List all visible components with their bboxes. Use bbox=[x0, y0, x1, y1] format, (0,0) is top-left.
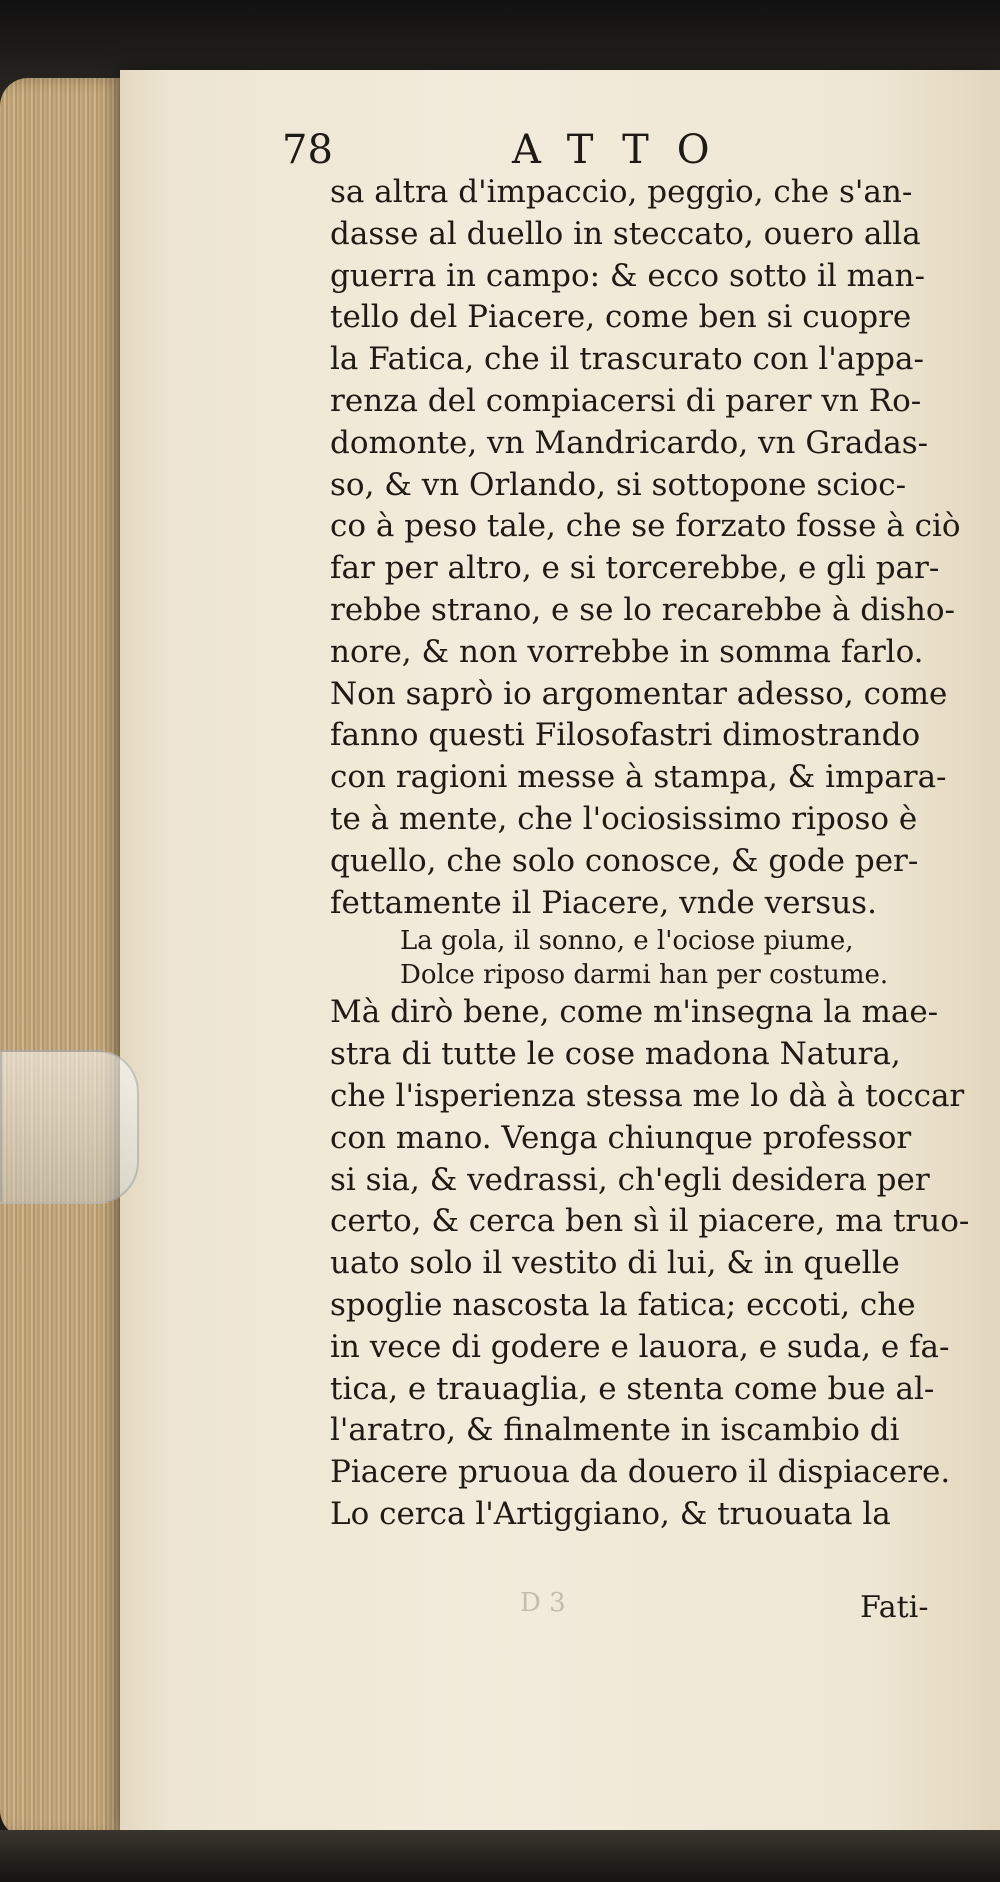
text-line: Lo cerca l'Artiggiano, & truouata la bbox=[330, 1495, 891, 1532]
text-line: fettamente il Piacere, vnde versus. bbox=[330, 884, 877, 921]
page-number: 78 bbox=[282, 127, 333, 173]
page-header bbox=[282, 124, 842, 176]
text-line: Non saprò io argomentar adesso, come bbox=[330, 675, 948, 712]
text-line: si sia, & vedrassi, ch'egli desidera per bbox=[330, 1161, 930, 1198]
text-line: che l'isperienza stessa me lo dà à toccar bbox=[330, 1077, 965, 1114]
text-line: dasse al duello in steccato, ouero alla bbox=[330, 215, 921, 252]
text-line: te à mente, che l'ociosissimo riposo è bbox=[330, 800, 918, 837]
page-clip bbox=[0, 1050, 139, 1204]
text-line: certo, & cerca ben sì il piacere, ma truo- bbox=[330, 1203, 970, 1240]
text-line: domonte, vn Mandricardo, vn Gradas- bbox=[330, 424, 929, 461]
text-line: far per altro, e si torcerebbe, e gli par- bbox=[330, 550, 940, 587]
catchword: Fati- bbox=[860, 1590, 929, 1625]
text-line: co à peso tale, che se forzato fosse à ciò bbox=[330, 508, 961, 545]
text-line: fanno questi Filosofastri dimostrando bbox=[330, 717, 921, 754]
text-line: stra di tutte le cose madona Natura, bbox=[330, 1036, 901, 1073]
signature-mark: D 3 bbox=[520, 1588, 566, 1618]
verse-line: Dolce riposo darmi han per costume. bbox=[400, 960, 889, 991]
text-line: l'aratro, & finalmente in iscambio di bbox=[330, 1412, 900, 1449]
text-line: guerra in campo: & ecco sotto il man- bbox=[330, 257, 925, 294]
text-line: quello, che solo conosce, & gode per- bbox=[330, 842, 919, 879]
text-line: renza del compiacersi di parer vn Ro- bbox=[330, 382, 922, 419]
text-line: uato solo il vestito di lui, & in quelle bbox=[330, 1245, 900, 1282]
text-line: in vece di godere e lauora, e suda, e fa- bbox=[330, 1328, 950, 1365]
text-line: spoglie nascosta la fatica; eccoti, che bbox=[330, 1286, 916, 1323]
text-line: rebbe strano, e se lo recarebbe à disho- bbox=[330, 591, 955, 628]
text-line: Piacere pruoua da douero il dispiacere. bbox=[330, 1454, 951, 1491]
body-text bbox=[330, 172, 970, 1536]
background-bottom bbox=[0, 1830, 1000, 1882]
text-line: la Fatica, che il trascurato con l'appa- bbox=[330, 341, 924, 378]
book-page-edges bbox=[0, 78, 128, 1838]
text-line: tello del Piacere, come ben si cuopre bbox=[330, 299, 912, 336]
text-line: Mà dirò bene, come m'insegna la mae- bbox=[330, 994, 939, 1031]
running-head: ATTO bbox=[512, 127, 738, 173]
text-line: so, & vn Orlando, si sottopone scioc- bbox=[330, 466, 907, 503]
text-line: sa altra d'impaccio, peggio, che s'an- bbox=[330, 174, 913, 210]
verse-line: La gola, il sonno, e l'ociose piume, bbox=[400, 926, 854, 957]
text-line: tica, e trauaglia, e stenta come bue al- bbox=[330, 1370, 935, 1407]
text-line: con mano. Venga chiunque professor bbox=[330, 1119, 912, 1156]
text-line: con ragioni messe à stampa, & impara- bbox=[330, 759, 947, 796]
text-line: nore, & non vorrebbe in somma farlo. bbox=[330, 633, 924, 670]
